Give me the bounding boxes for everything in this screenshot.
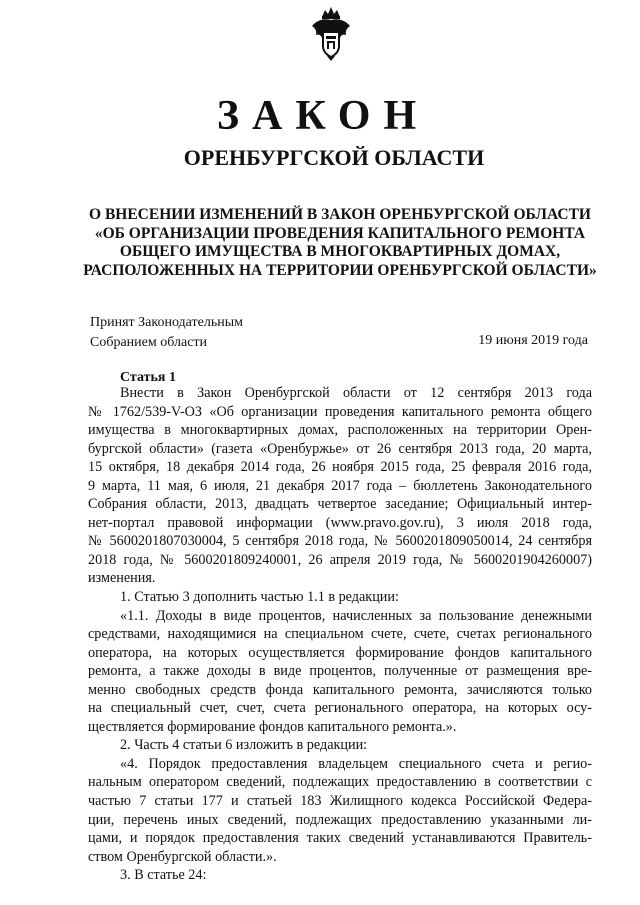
heading-line: О ВНЕСЕНИИ ИЗМЕНЕНИЙ В ЗАКОН ОРЕНБУРГСКОЙ ОБЛАСТИ [89, 206, 591, 223]
coat-of-arms-icon [309, 4, 353, 62]
document-title: ЗАКОН [216, 93, 430, 139]
article-text-line: «4. Порядок предоставления владельцем специального счета и регио- [120, 755, 592, 772]
article-text-line: ществляется формирование фондов капитального ремонта.». [88, 718, 457, 735]
article-text-line: оператора, на которых осуществляется формирование фондов капитального [88, 644, 592, 661]
adoption-line: Принят Законодательным [90, 315, 243, 330]
heading-line: РАСПОЛОЖЕННЫХ НА ТЕРРИТОРИИ ОРЕНБУРГСКОЙ ОБЛАСТИ» [83, 261, 597, 279]
article-text-line: ством Оренбургской области.». [88, 848, 277, 865]
article-text-line: 9 марта, 11 мая, 6 июля, 21 декабря 2017 года – бюллетень Законодательного [88, 477, 592, 494]
article-text-line: 2. Часть 4 статьи 6 изложить в редакции: [120, 737, 368, 754]
article-text-line: Собрания области, 2013, двадцать четвертое заседание; Официальный интер- [88, 496, 592, 513]
adoption-date: 19 июня 2019 года [478, 333, 588, 348]
article-text-line: ремонта, а также доходы в виде процентов, полученные от размещения вре- [88, 663, 592, 680]
article-text-line: № 5600201807030004, 5 сентября 2018 года, № 5600201809050014, 24 сентября [88, 533, 592, 550]
article-text-line: на специальный счет, счет, счета регионального оператора, на которых осу- [88, 700, 592, 717]
article-text-line: нет-портал правовой информации (www.pravo.gov.ru), 3 июля 2018 года, [88, 514, 592, 531]
article-text-line: менно свободных средств фонда капитального ремонта, зачисляются только [88, 681, 592, 698]
article-title: Статья 1 [120, 370, 176, 385]
article-text-line: средствами, находящимися на специальном счете, счете, счетах регионального [88, 626, 592, 643]
article-text-line: нальным оператором сведений, подлежащих предоставлению в соответствии с [88, 774, 592, 791]
region-subtitle: ОРЕНБУРГСКОЙ ОБЛАСТИ [183, 145, 485, 170]
article-text-line: ции, перечень иных сведений, подлежащих предоставлению указанными ли- [88, 811, 592, 828]
law-heading [60, 206, 620, 280]
article-text-line: изменения. [88, 570, 156, 587]
heading-line: «ОБ ОРГАНИЗАЦИИ ПРОВЕДЕНИЯ КАПИТАЛЬНОГО РЕМОНТА [94, 224, 586, 242]
article-text-line: цами, и порядок предоставления таких сведений устанавливаются Правитель- [88, 830, 592, 847]
article-text-line: Внести в Закон Оренбургской области от 12 сентября 2013 года [120, 385, 592, 401]
article-text-line: 1. Статью 3 дополнить частью 1.1 в редакции: [120, 589, 399, 606]
adoption-line: Собранием области [90, 335, 208, 350]
heading-line: ОБЩЕГО ИМУЩЕСТВА В МНОГОКВАРТИРНЫХ ДОМАХ, [119, 243, 561, 260]
article-text-line: № 1762/539-V-ОЗ «Об организации проведения капитального ремонта общего [88, 403, 592, 420]
article-text-line: 15 октября, 18 декабря 2014 года, 26 ноября 2015 года, 25 февраля 2016 года, [88, 459, 592, 476]
article-body [88, 384, 592, 885]
article-text-line: бургской области» (газета «Оренбуржье» от 26 сентября 2013 года, 20 марта, [88, 440, 592, 457]
article-text-line: 2018 года, № 5600201809240001, 26 апреля 2019 года, № 5600201904260007) [88, 551, 592, 568]
article-text-line: «1.1. Доходы в виде процентов, начисленных за пользование денежными [120, 607, 592, 624]
article-text-line: частью 7 статьи 177 и статьей 183 Жилищного кодекса Российской Федера- [88, 793, 592, 810]
article-text-line: 3. В статье 24: [120, 867, 207, 884]
adoption-note [90, 313, 243, 353]
article-text-line: имущества в многоквартирных домах, расположенных на территории Орен- [88, 422, 592, 439]
